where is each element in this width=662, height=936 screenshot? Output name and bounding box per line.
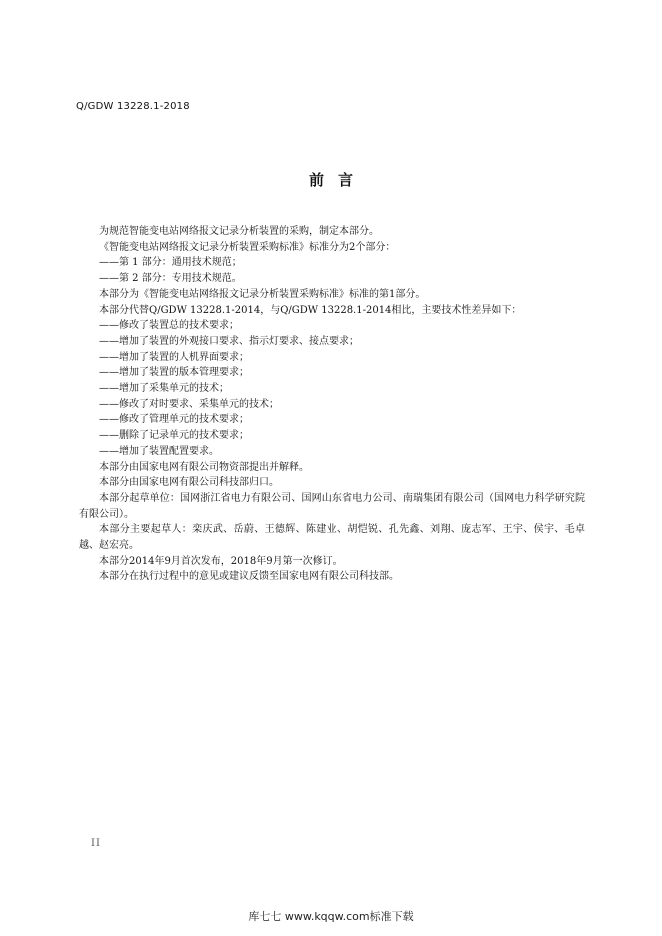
page-title: 前言 <box>308 171 367 189</box>
paragraph-purpose: 为规范智能变电站网络报文记录分析装置的采购，制定本部分。 <box>99 226 379 237</box>
paragraph-this-part: 本部分为《智能变电站网络报文记录分析装置采购标准》标准的第1部分。 <box>99 288 426 300</box>
list-item-change: ——修改了对时要求、采集单元的技术； <box>99 398 279 410</box>
watermark: 库七七 www.kqqw.com标准下载 <box>248 910 414 923</box>
list-item-change: ——增加了装置的外观接口要求、指示灯要求、接点要求； <box>99 335 359 347</box>
paragraph-parts-intro: 《智能变电站网络报文记录分析装置采购标准》标准分为2个部分： <box>99 241 396 253</box>
page-number: II <box>91 838 101 849</box>
document-code: Q/GDW 13228.1-2018 <box>76 101 190 112</box>
list-item-change: ——删除了记录单元的技术要求； <box>99 430 249 442</box>
list-item-change: ——增加了装置的人机界面要求； <box>99 351 249 363</box>
paragraph-feedback: 本部分在执行过程中的意见或建议反馈至国家电网有限公司科技部。 <box>99 571 399 583</box>
paragraph-drafting-units: 本部分起草单位：国网浙江省电力有限公司、国网山东省电力公司、南瑞集团有限公司（国网电力科学研究院有限公司）。 <box>79 492 585 520</box>
list-item-part-1: ——第 1 部分：通用技术规范； <box>99 257 242 269</box>
list-item-change: ——增加了装置的版本管理要求； <box>99 367 249 379</box>
list-item-change: ——增加了装置配置要求。 <box>99 445 219 457</box>
list-item-change: ——修改了装置总的技术要求； <box>99 320 239 332</box>
paragraph-drafters: 本部分主要起草人：栾庆武、岳蔚、王德辉、陈建业、胡恺锐、孔先鑫、刘翔、庞志军、王宇、侯宇、毛卓越、赵宏亮。 <box>79 524 585 552</box>
foreword-body <box>79 224 585 585</box>
list-item-change: ——修改了管理单元的技术要求； <box>99 414 249 426</box>
list-item-change: ——增加了采集单元的技术； <box>99 383 229 395</box>
paragraph-centralized-by: 本部分由国家电网有限公司科技部归口。 <box>99 477 279 489</box>
paragraph-replaces: 本部分代替Q/GDW 13228.1-2014，与Q/GDW 13228.1-2014相比，主要技术性差异如下： <box>99 304 522 316</box>
paragraph-proposed-by: 本部分由国家电网有限公司物资部提出并解释。 <box>99 461 309 473</box>
list-item-part-2: ——第 2 部分：专用技术规范。 <box>99 273 242 285</box>
paragraph-publication: 本部分2014年9月首次发布，2018年9月第一次修订。 <box>99 555 343 567</box>
